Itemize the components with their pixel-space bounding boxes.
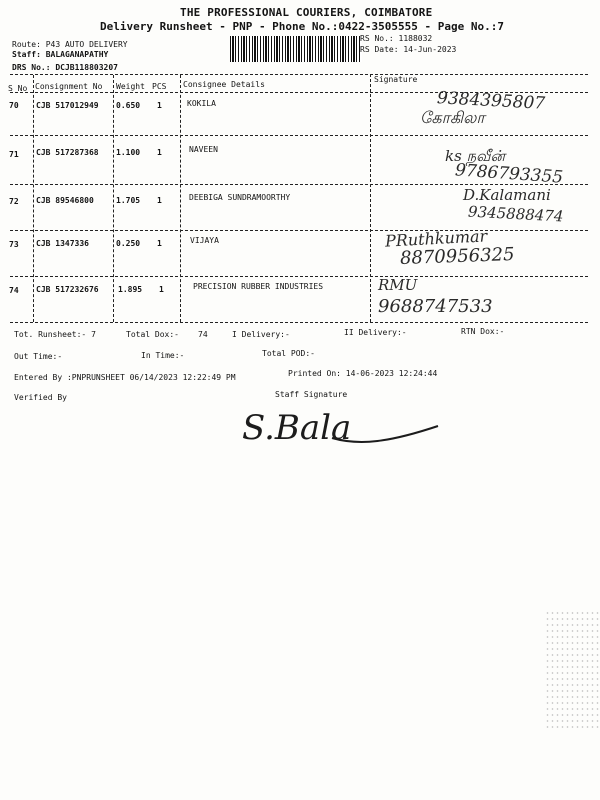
scan-noise [545,610,600,730]
row-weight: 0.650 [116,101,141,110]
row-divider [10,184,588,185]
receiver-phone: 9688747533 [378,296,493,317]
verified-by: Verified By [14,393,67,402]
row-weight: 1.100 [116,148,141,157]
row-consignment: CJB 517232676 [36,285,99,294]
receiver-phone: 9384395807 [436,88,546,114]
col-header-sno: S No [8,84,28,93]
col-header-consignment: Consignment No [35,82,103,91]
tot-runsheet: Tot. Runsheet:- 7 [14,330,96,339]
row-pcs: 1 [157,196,162,205]
row-sno: 72 [9,197,19,206]
staff-signature-label: Staff Signature [275,390,348,399]
row-consignment: CJB 89546800 [36,196,94,205]
receiver-phone: 9786793355 [454,160,564,188]
receiver-signature: RMU [378,276,418,294]
row-consignee: KOKILA [187,99,216,108]
in-time: In Time:- [141,351,185,360]
row-divider [10,230,588,231]
row-sno: 74 [9,286,19,295]
row-sno: 71 [9,150,19,159]
receiver-phone: 9345888474 [467,202,564,226]
receiver-signature: கோகிலா [420,108,485,127]
table-top-rule [10,74,588,75]
row-divider [10,276,588,277]
row-pcs: 1 [157,239,162,248]
route-label: Route: P43 AUTO DELIVERY [12,40,128,49]
col-header-consignee: Consignee Details [183,80,265,89]
entered-by: Entered By :PNPRUNSHEET 06/14/2023 12:22:49 PM [14,373,236,382]
col-divider [180,75,181,322]
staff-label: Staff: BALAGANAPATHY [12,50,109,59]
col-header-weight: Weight [116,82,145,91]
drs-number: DRS No.: DCJB118803207 [12,63,118,72]
row-consignee: DEEBIGA SUNDRAMOORTHY [189,193,291,202]
barcode [230,36,362,62]
table-bottom-rule [10,322,588,323]
row-consignment: CJB 517287368 [36,148,99,157]
company-title: THE PROFESSIONAL COURIERS, COIMBATORE [180,6,433,19]
receiver-phone: 8870956325 [399,244,515,269]
rtn-dox: RTN Dox:- [461,327,505,336]
row-consignee: VIJAYA [190,236,219,245]
signature-stroke [330,420,440,450]
row-consignment: CJB 517012949 [36,101,99,110]
row-pcs: 1 [157,148,162,157]
total-dox-label: Total Dox:- [126,330,179,339]
row-consignment: CJB 1347336 [36,239,89,248]
col-header-pcs: PCS [152,82,167,91]
rs-number: RS No.: 1188032 [360,34,433,43]
total-pod: Total POD:- [262,349,315,358]
ii-delivery: II Delivery:- [344,328,407,337]
receiver-signature: ks நவீன் [445,147,506,165]
row-weight: 1.705 [116,196,141,205]
col-divider [33,75,34,322]
row-weight: 0.250 [116,239,141,248]
printed-on: Printed On: 14-06-2023 12:24:44 [288,369,438,378]
col-divider [113,75,114,322]
total-dox-value: 74 [198,330,208,339]
rs-date: RS Date: 14-Jun-2023 [360,45,457,54]
row-sno: 70 [9,101,19,110]
staff-signature: S.Bala [242,408,352,448]
row-sno: 73 [9,240,19,249]
row-consignee: NAVEEN [189,145,218,154]
out-time: Out Time:- [14,352,63,361]
col-header-signature: Signature [374,75,418,84]
row-consignee: PRECISION RUBBER INDUSTRIES [193,282,324,291]
col-divider [370,74,371,322]
receiver-signature: D.Kalamani [463,186,551,204]
receiver-signature: PRuthkumar [384,226,488,251]
row-divider [10,135,588,136]
runsheet-heading: Delivery Runsheet - PNP - Phone No.:0422-3505555 - Page No.:7 [100,20,504,33]
i-delivery: I Delivery:- [232,330,290,339]
row-pcs: 1 [157,101,162,110]
row-pcs: 1 [159,285,164,294]
row-weight: 1.895 [118,285,143,294]
